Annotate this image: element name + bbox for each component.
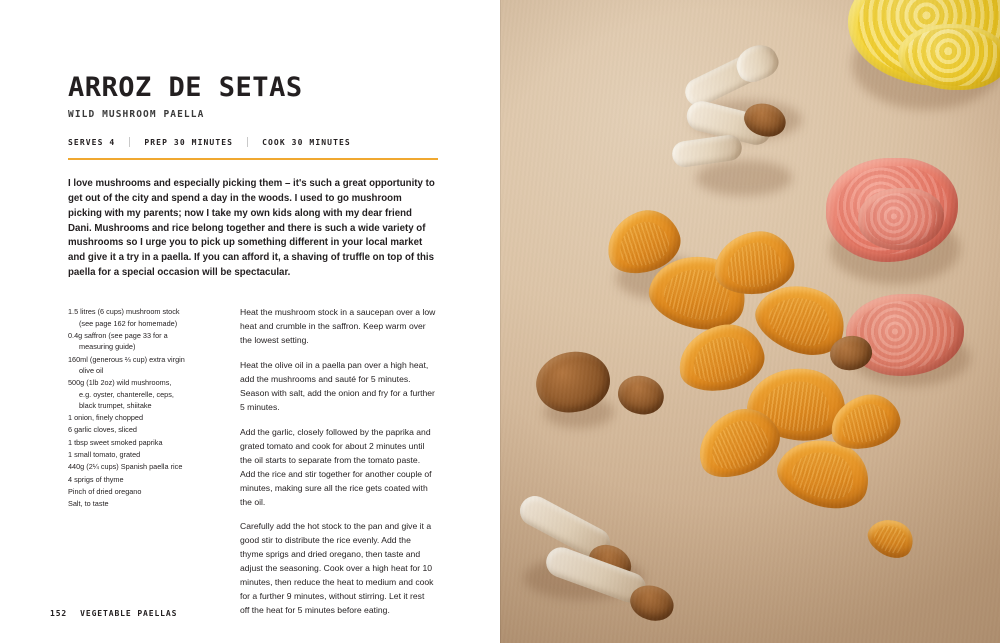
meta-divider <box>129 137 130 147</box>
meta-cook-time: COOK 30 MINUTES <box>262 137 351 147</box>
method-step: Add the garlic, closely followed by the paprika and grated tomato and cook for about 2 minutes until the oil starts to separate from the tomato paste. Add the rice and stir together for another couple of minutes, making sure all the rice gets coated with the oil. <box>240 426 432 507</box>
recipe-intro: I love mushrooms and especially picking them – it's such a great opportunity to get out of the city and spend a day in the woods. I used to go mushroom picking with my parents; now I take my own kids along with my dear friend Dani. Mushrooms and rice belong together and there is such a wide variety of mushrooms so I urge you to pick up something different in your local market and give it a try in a paella. If you can afford it, a shaving of truffle on top of this paella for a special occasion will be spectacular. <box>68 178 435 278</box>
ingredient-main: 1 tbsp sweet smoked paprika <box>68 437 163 447</box>
accent-rule <box>68 158 438 160</box>
ingredient-main: 1 onion, finely chopped <box>68 413 144 423</box>
list-item <box>68 412 218 423</box>
meta-serves: SERVES 4 <box>68 137 116 147</box>
ingredients-list <box>68 306 218 628</box>
ingredient-sub: (see page 162 for homemade) <box>79 318 178 328</box>
page-gutter <box>500 0 501 643</box>
ingredient-sub: olive oil <box>79 365 104 375</box>
ingredient-main: 4 sprigs of thyme <box>68 474 124 484</box>
recipe-photo <box>500 0 1000 643</box>
recipe-subtitle: WILD MUSHROOM PAELLA <box>68 109 205 121</box>
ingredient-main: 6 garlic cloves, sliced <box>68 425 137 435</box>
page-number: 152 <box>50 609 68 618</box>
list-item <box>68 377 218 411</box>
ingredient-main: Salt, to taste <box>68 499 109 509</box>
ingredient-sub: e.g. oyster, chanterelle, ceps, <box>79 389 174 399</box>
page-title: ARROZ DE SETAS <box>68 72 303 103</box>
page-footer <box>50 609 177 618</box>
ingredient-main: 440g (2¼ cups) Spanish paella rice <box>68 462 183 472</box>
method-step: Heat the mushroom stock in a saucepan over a low heat and crumble in the saffron. Keep warm over the lowest setting. <box>240 307 436 346</box>
ingredient-main: 1.5 litres (6 cups) mushroom stock <box>68 307 180 317</box>
list-item <box>68 474 218 485</box>
ingredient-main: Pinch of dried oregano <box>68 486 142 496</box>
list-item <box>68 461 218 472</box>
ingredient-main: 500g (1lb 2oz) wild mushrooms, <box>68 378 172 388</box>
list-item <box>68 354 218 377</box>
list-item <box>68 306 218 329</box>
method-steps <box>240 306 436 628</box>
list-item <box>68 486 218 497</box>
method-step: Carefully add the hot stock to the pan and give it a good stir to distribute the rice evenly. Add the thyme sprigs and dried oregano, then taste and adjust the seasoning. Cook over a high heat for 10 minutes, then reduce the heat to medium and cook for a further 9 minutes, without stirring. Let it rest off the heat for 5 minutes before eating. <box>240 521 434 615</box>
recipe-body <box>68 306 438 628</box>
list-item <box>68 437 218 448</box>
recipe-content <box>68 74 438 629</box>
ingredient-sub: measuring guide) <box>79 342 136 352</box>
recipe-meta <box>68 137 438 147</box>
ingredient-sub: black trumpet, shiitake <box>79 400 152 410</box>
list-item <box>68 449 218 460</box>
ingredient-main: 160ml (generous ⅔ cup) extra virgin <box>68 354 185 364</box>
meta-prep-time: PREP 30 MINUTES <box>144 137 234 147</box>
chapter-name: VEGETABLE PAELLAS <box>80 609 178 618</box>
photo-vignette <box>500 0 1000 643</box>
method-step: Heat the olive oil in a paella pan over a high heat, add the mushrooms and sauté for 5 minutes. Season with salt, add the onion and fry for a further 5 minutes. <box>240 360 435 413</box>
list-item <box>68 498 218 509</box>
ingredient-main: 0.4g saffron (see page 33 for a <box>68 331 168 341</box>
meta-divider <box>247 137 248 147</box>
ingredient-main: 1 small tomato, grated <box>68 450 141 460</box>
list-item <box>68 424 218 435</box>
list-item <box>68 330 218 353</box>
